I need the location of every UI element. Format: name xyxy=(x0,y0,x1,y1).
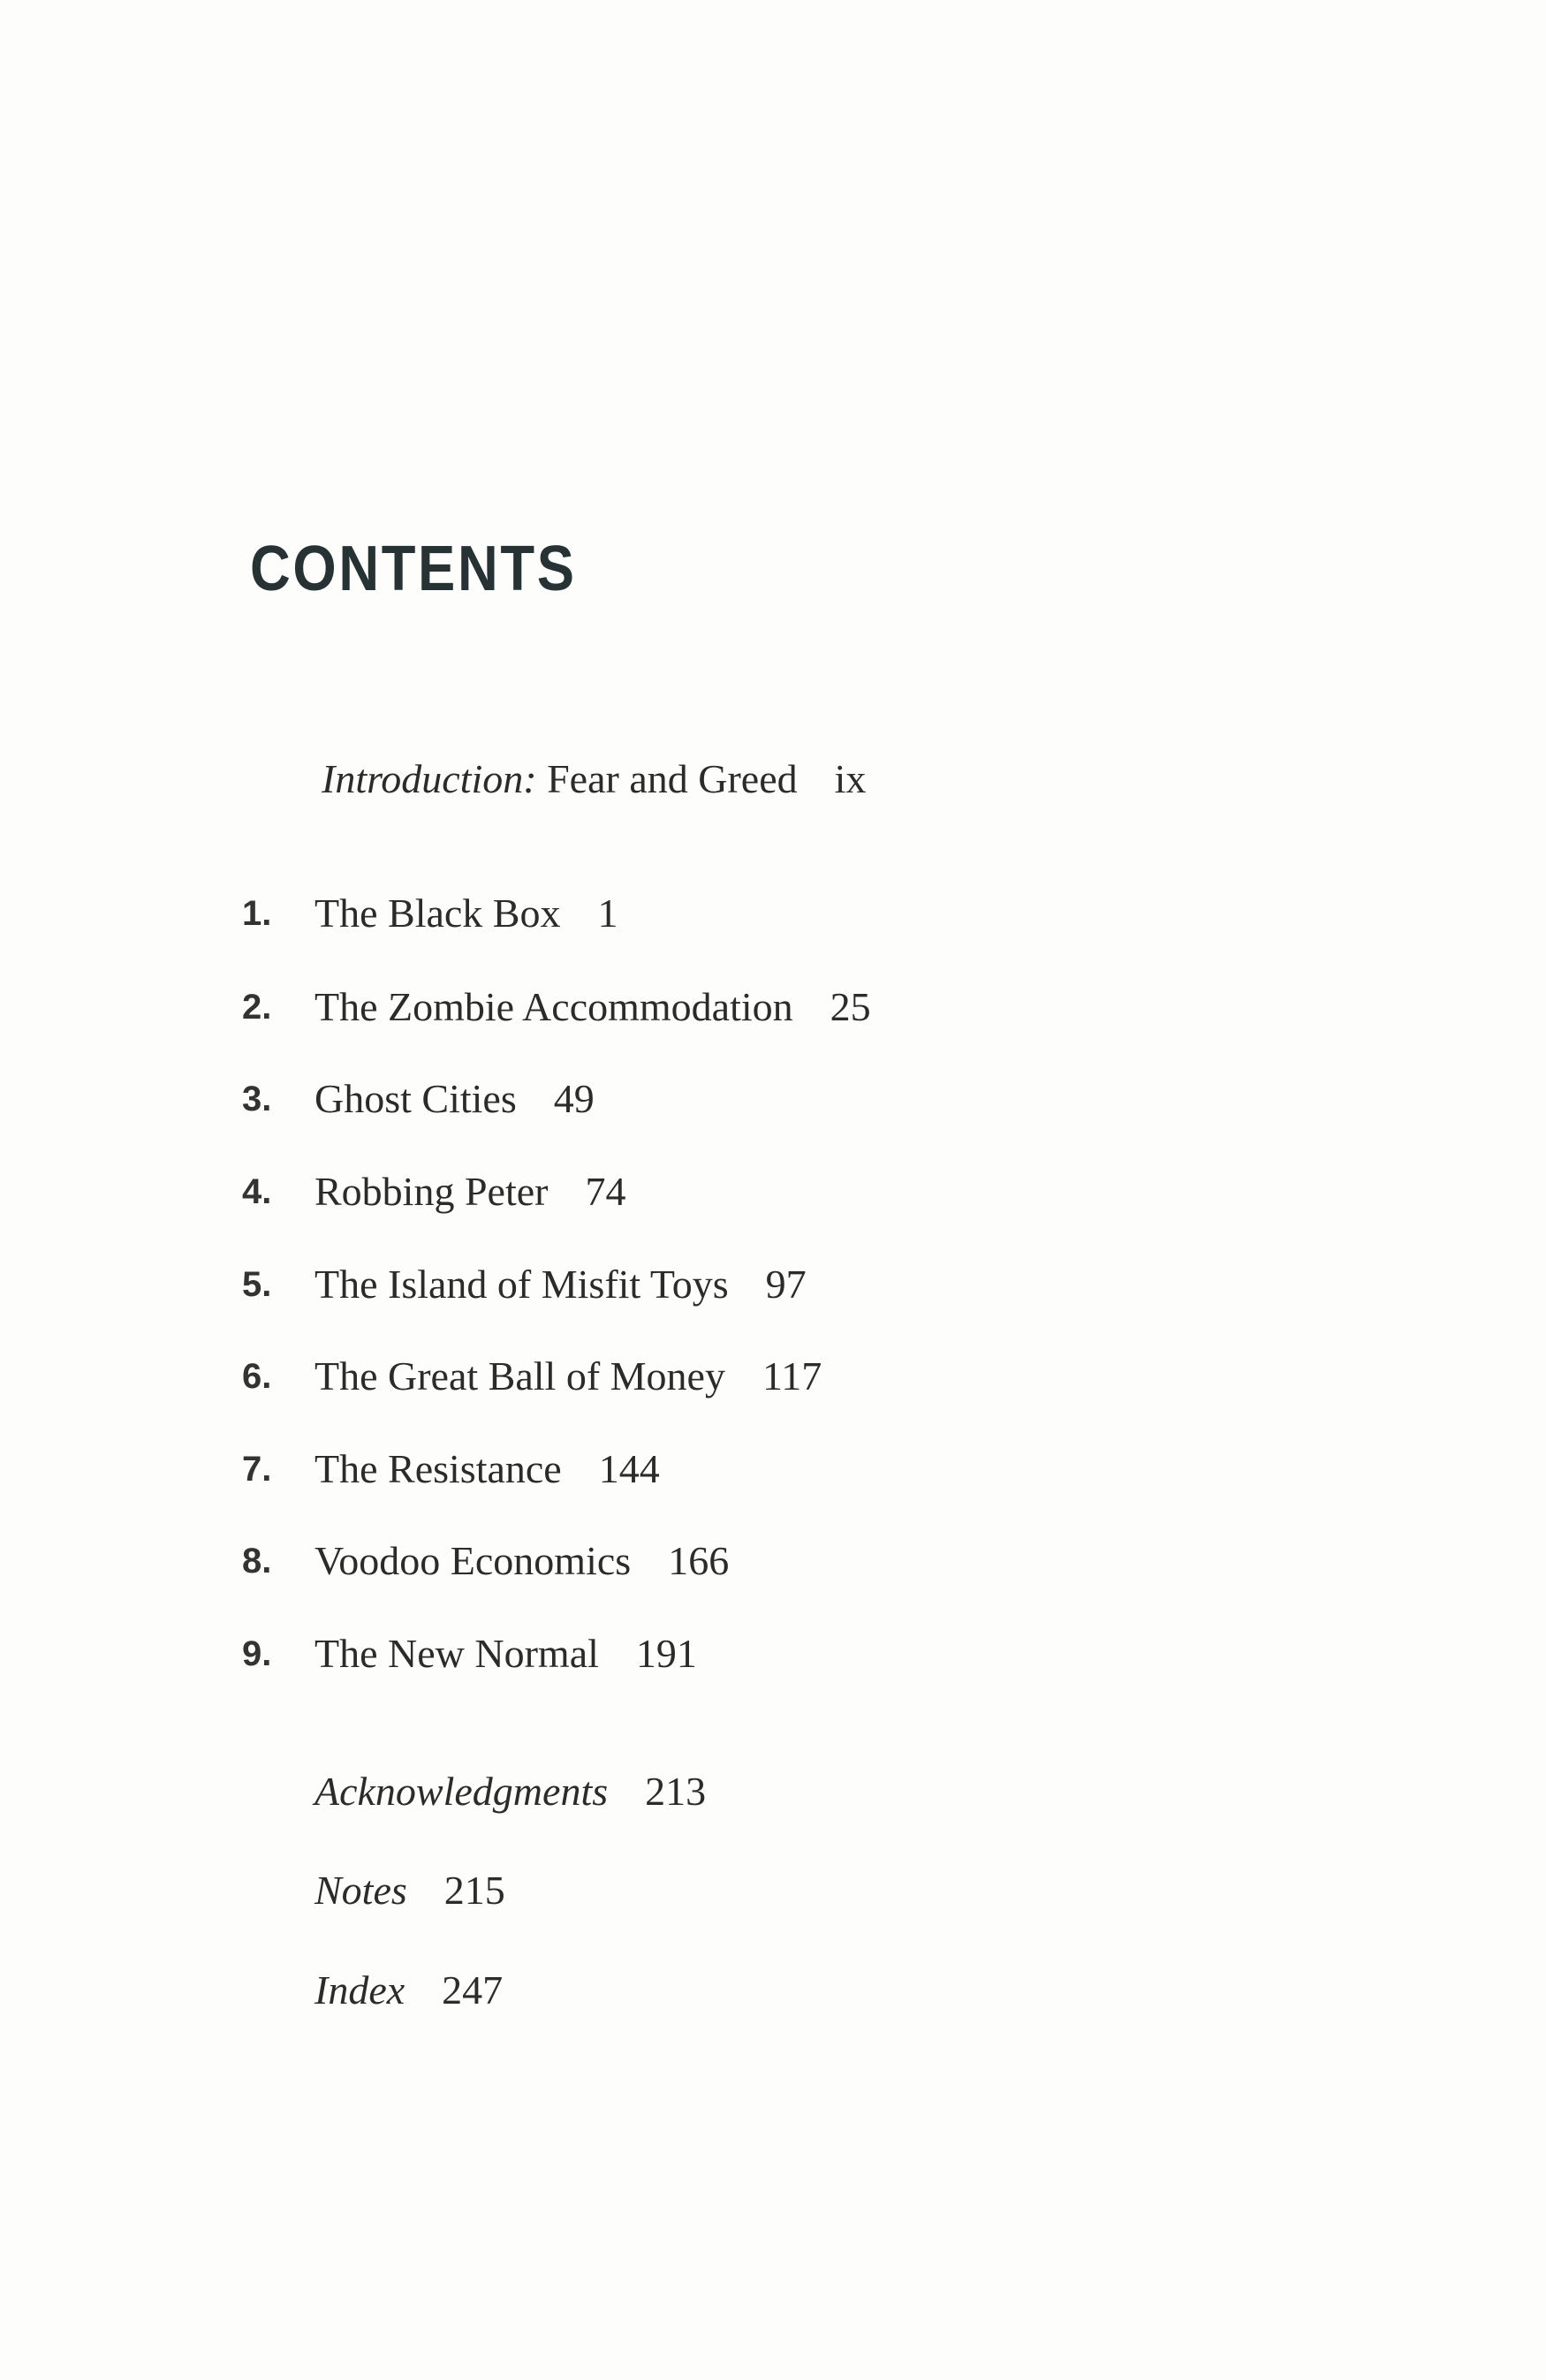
page-number: 191 xyxy=(635,1631,697,1676)
chapter-title: Voodoo Economics xyxy=(315,1538,632,1583)
toc-entry-title xyxy=(315,1350,822,1403)
page-number: 117 xyxy=(762,1353,822,1398)
page-number: 166 xyxy=(668,1538,730,1583)
page-number: 1 xyxy=(597,891,618,936)
toc-entry-title xyxy=(315,1627,697,1680)
page-number: 49 xyxy=(553,1076,595,1121)
chapter-number: 2. xyxy=(242,988,272,1027)
toc-entry-title xyxy=(315,981,871,1034)
toc-entry-title xyxy=(315,1765,706,1818)
toc-entry-title xyxy=(315,1964,503,2017)
toc-entry-title xyxy=(315,1864,505,1917)
chapter-number: 1. xyxy=(242,894,272,933)
page-number: 74 xyxy=(585,1169,626,1214)
toc-entry-title xyxy=(322,753,866,806)
back-matter-title: Notes xyxy=(315,1868,407,1913)
page-number: ix xyxy=(834,756,867,801)
toc-entry-title xyxy=(315,1258,807,1311)
page-number: 97 xyxy=(765,1262,807,1307)
page-number: 144 xyxy=(598,1446,660,1491)
chapter-number: 9. xyxy=(242,1634,272,1673)
page-number: 213 xyxy=(645,1769,707,1814)
chapter-number: 3. xyxy=(242,1080,272,1118)
toc-entry-title xyxy=(315,887,618,940)
toc-entry-title xyxy=(315,1073,595,1126)
introduction-title: Fear and Greed xyxy=(547,756,798,801)
chapter-number: 7. xyxy=(242,1450,272,1489)
page-number: 215 xyxy=(443,1868,505,1913)
chapter-title: The Great Ball of Money xyxy=(315,1353,725,1398)
toc-entry-title xyxy=(315,1165,625,1218)
chapter-title: The Black Box xyxy=(315,891,561,936)
chapter-title: Robbing Peter xyxy=(315,1169,549,1214)
chapter-number: 4. xyxy=(242,1172,272,1211)
chapter-title: The Zombie Accommodation xyxy=(315,984,793,1029)
chapter-title: The Island of Misfit Toys xyxy=(315,1262,729,1307)
chapter-title: The Resistance xyxy=(315,1446,562,1491)
toc-entry-title xyxy=(315,1535,729,1588)
page-number: 247 xyxy=(442,1967,504,2012)
chapter-title: Ghost Cities xyxy=(315,1076,517,1121)
chapter-number: 5. xyxy=(242,1265,272,1304)
chapter-title: The New Normal xyxy=(315,1631,599,1676)
page-title: CONTENTS xyxy=(250,534,577,604)
chapter-number: 6. xyxy=(242,1357,272,1396)
back-matter-title: Acknowledgments xyxy=(315,1769,609,1814)
introduction-label: Introduction: xyxy=(322,756,537,801)
page-number: 25 xyxy=(830,984,871,1029)
chapter-number: 8. xyxy=(242,1542,272,1580)
back-matter-title: Index xyxy=(315,1967,405,2012)
toc-entry-title xyxy=(315,1443,660,1496)
